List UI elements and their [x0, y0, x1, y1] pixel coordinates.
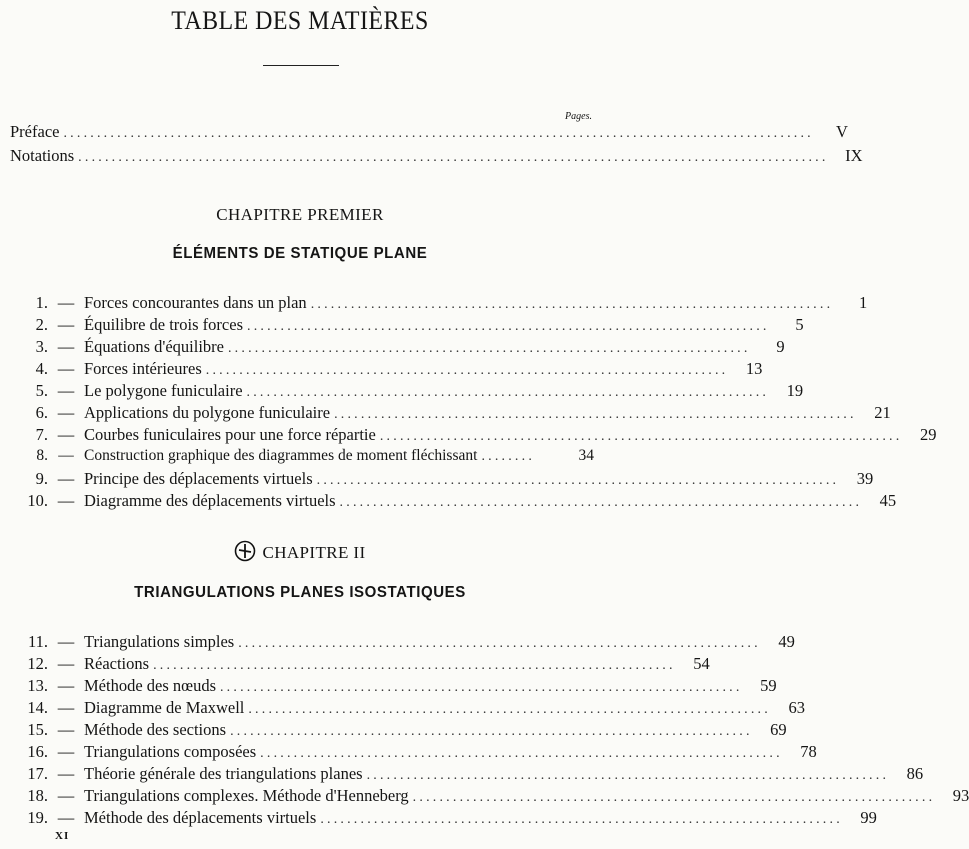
entry-label: Triangulations composées [84, 742, 257, 761]
toc-entry[interactable]: 3. — Équations d'équilibre .............................................................................. 9 [22, 337, 594, 359]
entry-number: 11. [27, 632, 48, 651]
entry-label: Principe des déplacements virtuels [84, 469, 313, 488]
leader-dots: .............................................................................. [153, 658, 676, 673]
toc-entry[interactable]: 1. — Forces concourantes dans un plan .............................................................................. 1 [22, 293, 594, 315]
toc-entry[interactable]: 17. — Théorie générale des triangulations planes .............................................................................. 86 [22, 764, 594, 786]
entry-label: Préface [10, 122, 60, 141]
entry-label: Diagramme de Maxwell [84, 698, 245, 717]
entry-page: 19 [786, 381, 804, 400]
entry-number: 2. [35, 315, 48, 334]
leader-dots: ........ [481, 449, 536, 464]
toc-entry[interactable]: 7. — Courbes funiculaires pour une force répartie .............................................................................. 29 [22, 425, 594, 447]
leader-dots: .............................................................................. [316, 473, 840, 488]
entry-page: 34 [578, 447, 594, 464]
entry-label: Équations d'équilibre [84, 337, 224, 356]
entry-label: Équilibre de trois forces [84, 315, 243, 334]
entry-number: 18. [27, 786, 48, 805]
page-title: TABLE DES MATIÈRES [171, 6, 429, 35]
leader-dots: .............................................................................. [230, 724, 753, 739]
leader-dots: .............................................................................. [334, 407, 857, 422]
entry-page: 9 [776, 337, 785, 356]
toc-entry[interactable]: 12. — Réactions .............................................................................. 54 [22, 654, 594, 676]
leader-dots: .............................................................................. [219, 680, 743, 695]
entry-label: Réactions [84, 654, 150, 673]
entry-number: 19. [27, 808, 48, 827]
leader-dots: .............................................................................. [320, 812, 843, 827]
entry-number: 9. [35, 469, 48, 488]
entry-label: Méthode des sections [84, 720, 227, 739]
leader-dots: .............................................................................. [238, 636, 761, 651]
toc-entry[interactable]: 19. — Méthode des déplacements virtuels .............................................................................. 99 [22, 808, 594, 830]
circled-cross-stamp-icon [234, 540, 256, 562]
entry-page: 93 [952, 786, 969, 805]
chapter-1-heading: CHAPITRE PREMIER [216, 205, 384, 224]
leader-dots: .............................................................................. [310, 297, 834, 312]
entry-label: Théorie générale des triangulations planes [84, 764, 363, 783]
leader-dots: .............................................................................. [379, 429, 903, 444]
entry-page: 78 [800, 742, 817, 761]
toc-entry[interactable]: 10. — Diagramme des déplacements virtuels .............................................................................. 45 [22, 491, 594, 513]
entry-number: 5. [35, 381, 48, 400]
leader-dots: .............................................................................. [412, 790, 936, 805]
entry-page: IX [845, 146, 863, 165]
entry-label: Applications du polygone funiculaire [84, 403, 331, 422]
entry-number: 8. [36, 447, 48, 464]
page-number-footer: XI [55, 830, 70, 842]
toc-entry[interactable]: 11. — Triangulations simples .............................................................................. 49 [22, 632, 594, 654]
entry-page: V [835, 122, 848, 141]
leader-dots: .............................................................................. [260, 746, 783, 761]
toc-entry-notations[interactable] [10, 146, 863, 168]
pages-column-header: Pages. [565, 111, 592, 122]
entry-number: 10. [27, 491, 48, 510]
entry-number: 4. [35, 359, 48, 378]
entry-label: Méthode des nœuds [84, 676, 216, 695]
entry-page: 29 [919, 425, 937, 444]
entry-page: 49 [778, 632, 795, 651]
leader-dots: .............................................................................. [227, 341, 751, 356]
entry-number: 16. [27, 742, 48, 761]
entry-number: 17. [27, 764, 48, 783]
entry-label: Méthode des déplacements virtuels [84, 808, 317, 827]
entry-page: 59 [760, 676, 777, 695]
entry-number: 12. [27, 654, 48, 673]
entry-page: 63 [788, 698, 805, 717]
entry-label: Triangulations complexes. Méthode d'Henneberg [84, 786, 409, 805]
entry-number: 1. [35, 293, 48, 312]
entry-label: Construction graphique des diagrammes de moment fléchissant [84, 447, 478, 464]
entry-page: 1 [859, 293, 868, 312]
toc-entry[interactable]: 8. — Construction graphique des diagrammes de moment fléchissant ........ 34 [22, 447, 594, 469]
entry-page: 45 [879, 491, 897, 510]
entry-page: 86 [906, 764, 924, 783]
entry-label: Forces concourantes dans un plan [84, 293, 307, 312]
toc-entry[interactable]: 4. — Forces intérieures .............................................................................. 13 [22, 359, 594, 381]
leader-dots: .............................................................................. [366, 768, 890, 783]
chapter-2-title: TRIANGULATIONS PLANES ISOSTATIQUES [134, 584, 466, 601]
toc-entry[interactable]: 13. — Méthode des nœuds .............................................................................. 59 [22, 676, 594, 698]
toc-entry[interactable]: 9. — Principe des déplacements virtuels .............................................................................. 39 [22, 469, 594, 491]
title-divider [263, 65, 339, 66]
toc-entry[interactable]: 5. — Le polygone funiculaire .............................................................................. 19 [22, 381, 594, 403]
entry-label: Courbes funiculaires pour une force répartie [84, 425, 376, 444]
toc-entry[interactable]: 18. — Triangulations complexes. Méthode d'Henneberg .............................................................................. 93 [22, 786, 594, 808]
toc-entry[interactable]: 14. — Diagramme de Maxwell .............................................................................. 63 [22, 698, 594, 720]
entry-label: Triangulations simples [84, 632, 235, 651]
entry-page: 69 [770, 720, 787, 739]
toc-entry[interactable]: 15. — Méthode des sections .............................................................................. 69 [22, 720, 594, 742]
leader-dots: .............................................................................. [248, 702, 771, 717]
leader-dots: .............................................................................. [247, 319, 770, 334]
leader-dots: ................................................................................................................ [78, 150, 829, 165]
entry-page: 21 [874, 403, 891, 422]
leader-dots: ................................................................................................................ [63, 126, 814, 141]
entry-page: 5 [795, 315, 804, 334]
entry-page: 99 [860, 808, 877, 827]
entry-number: 15. [27, 720, 48, 739]
entry-label: Diagramme des déplacements virtuels [84, 491, 336, 510]
entry-number: 3. [35, 337, 48, 356]
entry-label: Forces intérieures [84, 359, 202, 378]
toc-entry-preface[interactable] [10, 122, 848, 144]
entry-number: 14. [27, 698, 48, 717]
toc-entry[interactable]: 2. — Équilibre de trois forces .............................................................................. 5 [22, 315, 594, 337]
entry-number: 6. [35, 403, 48, 422]
chapter-2-heading: CHAPITRE II [262, 543, 366, 562]
entry-page: 13 [745, 359, 763, 378]
entry-label: Notations [10, 146, 75, 165]
toc-entry[interactable]: 16. — Triangulations composées .............................................................................. 78 [22, 742, 594, 764]
entry-number: 7. [35, 425, 48, 444]
leader-dots: .............................................................................. [205, 363, 729, 378]
leader-dots: .............................................................................. [246, 385, 770, 400]
chapter-2-heading-wrap [0, 540, 600, 563]
entry-page: 39 [856, 469, 874, 488]
toc-entry[interactable]: 6. — Applications du polygone funiculaire .............................................................................. 21 [22, 403, 594, 425]
entry-number: 13. [27, 676, 48, 695]
leader-dots: .............................................................................. [339, 495, 863, 510]
entry-page: 54 [693, 654, 710, 673]
entry-label: Le polygone funiculaire [84, 381, 243, 400]
chapter-1-title: ÉLÉMENTS DE STATIQUE PLANE [172, 245, 428, 262]
